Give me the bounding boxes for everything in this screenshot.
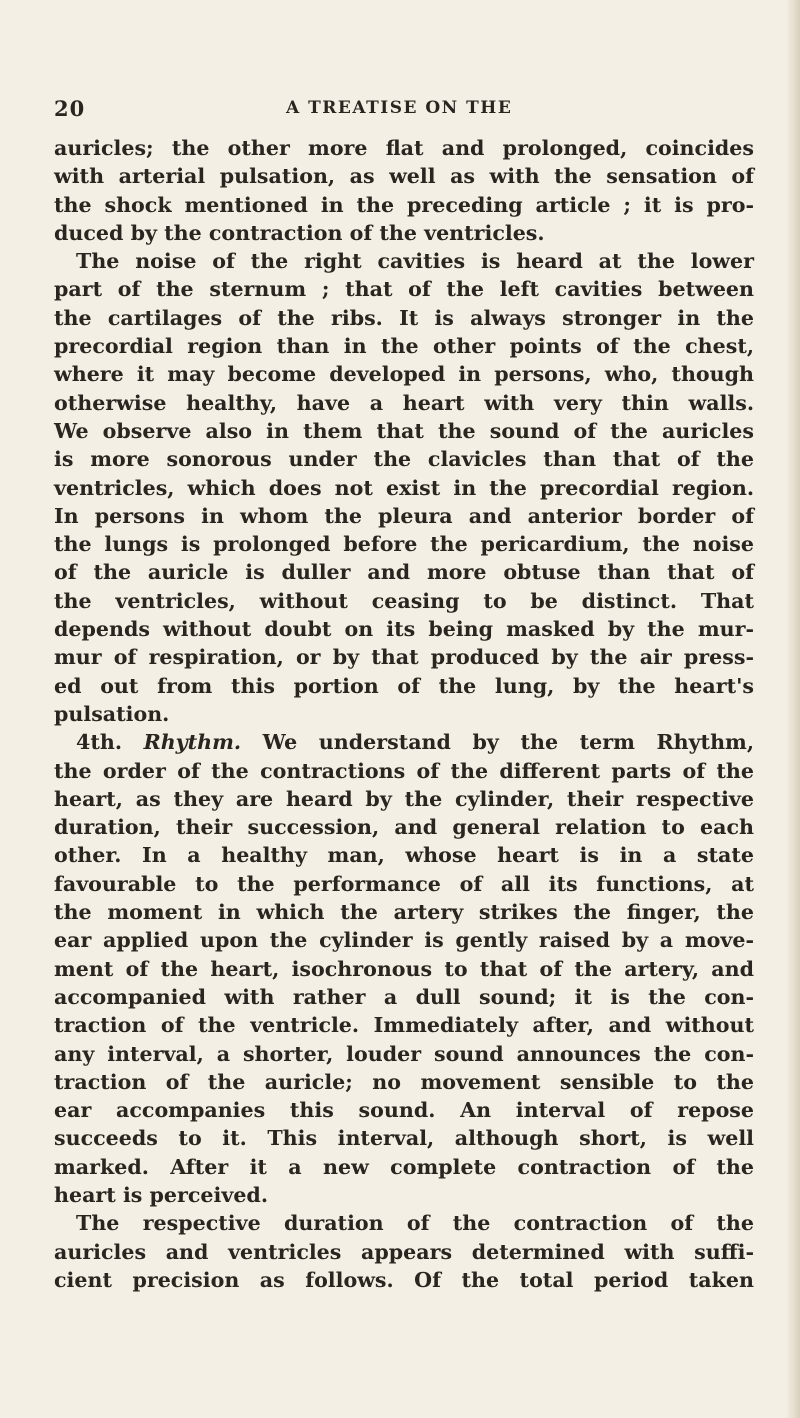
text-line: We understand by the term Rhythm, bbox=[262, 730, 754, 755]
text-line: auricles; the other more flat and prolonged, coincides bbox=[54, 136, 754, 160]
section-heading: Rhythm. bbox=[143, 730, 242, 755]
body-text bbox=[54, 134, 754, 1294]
text-line: with arterial pulsation, as well as with the sensation of bbox=[54, 164, 754, 189]
text-line: succeeds to it. This interval, although short, is well bbox=[54, 1126, 754, 1151]
text-line: the shock mentioned in the preceding article ; it is pro- bbox=[54, 192, 754, 217]
page-number: 20 bbox=[54, 96, 86, 121]
text-line: auricles and ventricles appears determined with suffi- bbox=[54, 1239, 754, 1264]
text-line: precordial region than in the other points of the chest, bbox=[54, 334, 754, 359]
text-line: ed out from this portion of the lung, by the heart's bbox=[54, 673, 754, 698]
text-line: The respective duration of the contraction of the bbox=[76, 1211, 754, 1236]
text-line: otherwise healthy, have a heart with very thin walls. bbox=[54, 390, 754, 415]
text-line: heart is perceived. bbox=[54, 1182, 268, 1207]
text-line: ear accompanies this sound. An interval of repose bbox=[54, 1098, 754, 1123]
text-line: ment of the heart, isochronous to that of the artery, and bbox=[54, 956, 754, 981]
text-line: the cartilages of the ribs. It is always stronger in the bbox=[54, 305, 754, 330]
text-line: We observe also in them that the sound of the auricles bbox=[54, 418, 754, 443]
text-line: The noise of the right cavities is heard at the lower bbox=[76, 249, 754, 274]
text-line: traction of the ventricle. Immediately after, and without bbox=[54, 1013, 754, 1038]
text-line: duration, their succession, and general relation to each bbox=[54, 815, 754, 840]
text-line: mur of respiration, or by that produced by the air press- bbox=[54, 645, 754, 670]
text-line: of the auricle is duller and more obtuse than that of bbox=[54, 560, 754, 585]
text-line: where it may become developed in persons, who, though bbox=[54, 362, 754, 387]
text-line: any interval, a shorter, louder sound announces the con- bbox=[54, 1041, 754, 1066]
text-line: ear applied upon the cylinder is gently raised by a move- bbox=[54, 928, 754, 953]
text-line: favourable to the performance of all its functions, at bbox=[54, 871, 754, 896]
text-line: In persons in whom the pleura and anterior border of bbox=[54, 503, 754, 528]
page-edge bbox=[786, 0, 800, 1418]
page-header bbox=[54, 96, 744, 122]
text-line: traction of the auricle; no movement sensible to the bbox=[54, 1069, 754, 1094]
running-head: A TREATISE ON THE bbox=[286, 98, 513, 118]
text-line: part of the sternum ; that of the left cavities between bbox=[54, 277, 754, 302]
text-line: ventricles, which does not exist in the precordial region. bbox=[54, 475, 754, 500]
text-line: is more sonorous under the clavicles than that of the bbox=[54, 447, 754, 472]
text-line: the moment in which the artery strikes the finger, the bbox=[54, 900, 754, 925]
text-line: depends without doubt on its being masked by the mur- bbox=[54, 617, 754, 642]
text-line: the order of the contractions of the different parts of the bbox=[54, 758, 754, 783]
text-line: accompanied with rather a dull sound; it is the con- bbox=[54, 984, 754, 1009]
text-line: duced by the contraction of the ventricles. bbox=[54, 220, 545, 245]
text-line: heart, as they are heard by the cylinder, their respective bbox=[54, 786, 754, 811]
text-line: the ventricles, without ceasing to be distinct. That bbox=[54, 588, 754, 613]
section-number: 4th. bbox=[76, 730, 122, 755]
text-line: cient precision as follows. Of the total period taken bbox=[54, 1267, 754, 1292]
rhythm-line bbox=[54, 728, 754, 756]
text-line: marked. After it a new complete contraction of the bbox=[54, 1154, 754, 1179]
text-line: pulsation. bbox=[54, 701, 170, 726]
text-line: other. In a healthy man, whose heart is in a state bbox=[54, 843, 754, 868]
text-line: the lungs is prolonged before the pericardium, the noise bbox=[54, 532, 754, 557]
